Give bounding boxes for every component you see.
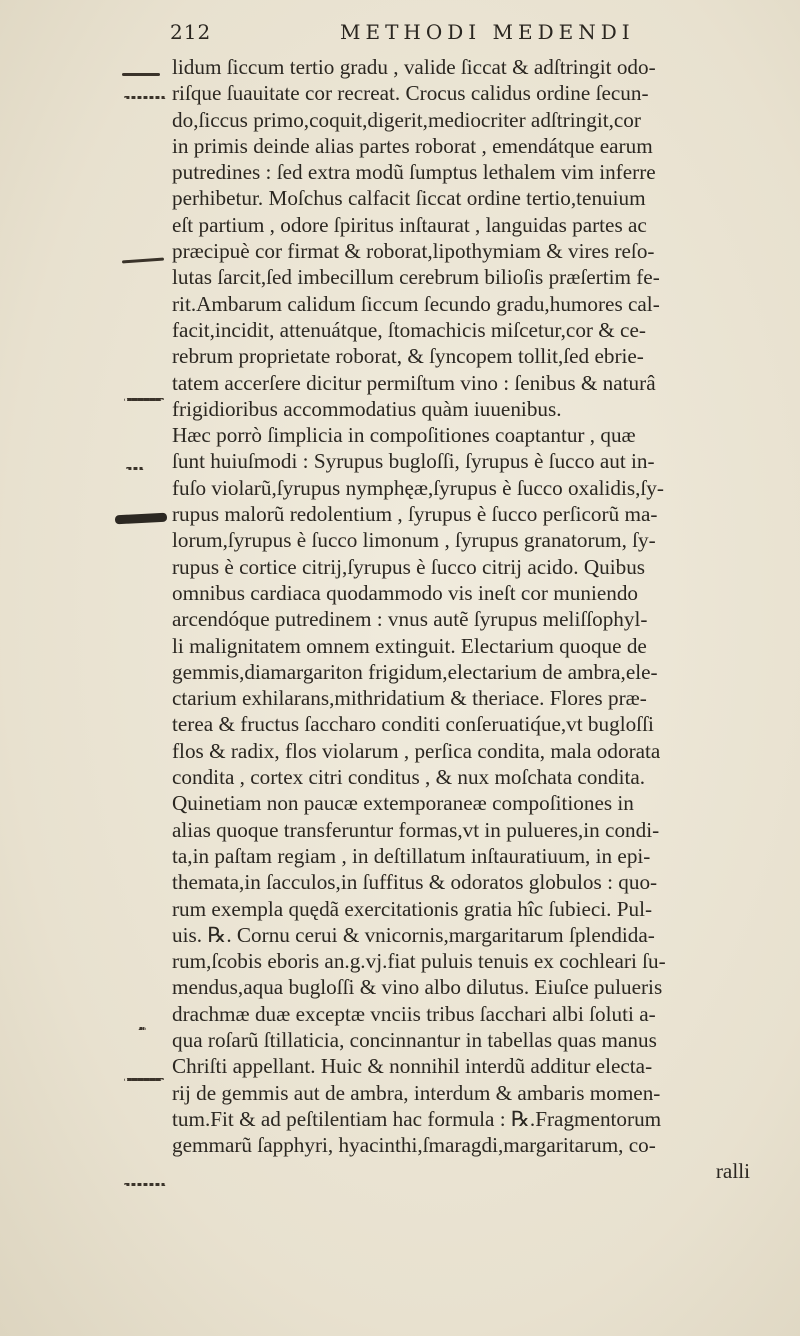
text-line: condita , cortex citri conditus , & nux moſchata condita. <box>172 765 646 790</box>
margin-mark <box>126 467 144 470</box>
text-line: rupus malorũ redolentium , ſyrupus è ſucco perſicorũ ma- <box>172 502 658 527</box>
text-line: facit,incidit, attenuátque, ſtomachicis miſcetur,cor & ce- <box>172 317 646 342</box>
text-line: gemmis,diamargariton frigidum,electarium de ambra,ele- <box>172 659 658 684</box>
text-line: ctarium exhilarans,mithridatium & theriace. Flores præ- <box>172 686 647 711</box>
text-line: lidum ſiccum tertio gradu , valide ſiccat & adſtringit odo- <box>172 55 656 79</box>
running-head: METHODI MEDENDI <box>340 20 635 44</box>
text-line: rupus è cortice citrij,ſyrupus è ſucco citrij acido. Quibus <box>172 554 646 579</box>
text-line: do,ſiccus primo,coquit,digerit,mediocriter adſtringit,cor <box>172 107 641 132</box>
page-number: 212 <box>170 20 212 44</box>
text-line: rum exempla quędã exercitationis gratia hîc ſubieci. Pul- <box>172 896 653 921</box>
text-line: alias quoque transferuntur formas,vt in pulueres,in condi- <box>172 817 660 842</box>
text-line: li malignitatem omnem extinguit. Electarium quoque de <box>172 633 647 658</box>
text-line: drachmæ duæ exceptæ vnciis tribus ſacchari albi ſoluti a- <box>172 1001 656 1026</box>
text-line: rij de gemmis aut de ambra, interdum & ambaris momen- <box>172 1080 661 1105</box>
margin-mark <box>124 1078 164 1081</box>
text-line: rebrum proprietate roborat, & ſyncopem tollit,ſed ebrie- <box>172 344 644 369</box>
margin-mark <box>124 1183 166 1186</box>
text-line: Hæc porrò ſimplicia in compoſitiones coaptantur , quæ <box>172 423 636 448</box>
text-line: putredines : ſed extra modũ ſumptus lethalem vim inferre <box>172 160 656 185</box>
text-line: lorum,ſyrupus è ſucco limonum , ſyrupus granatorum, ſy- <box>172 528 656 553</box>
text-line: rit.Ambarum calidum ſiccum ſecundo gradu,humores cal- <box>172 291 660 316</box>
margin-mark <box>124 398 164 401</box>
text-line: mendus,aqua bugloſſi & vino albo dilutus. Eiuſce pulueris <box>172 975 663 1000</box>
text-line: riſque ſuauitate cor recreat. Crocus calidus ordine ſecun- <box>172 81 649 106</box>
margin-mark <box>122 73 160 76</box>
text-line: præcipuè cor firmat & roborat,lipothymiam & vires reſo- <box>172 239 655 264</box>
text-line: frigidioribus accommodatius quàm iuuenibus. <box>172 396 562 421</box>
text-line: arcendóque putredinem : vnus autẽ ſyrupus meliſſophyl- <box>172 607 648 632</box>
text-line: gemmarũ ſapphyri, hyacinthi,ſmaragdi,margaritarum, co- <box>172 1133 656 1158</box>
text-line: fuſo violarũ,ſyrupus nymphęæ,ſyrupus è ſucco oxalidis,ſy- <box>172 475 664 500</box>
text-line: tum.Fit & ad peſtilentiam hac formula : ℞.Fragmentorum <box>172 1106 662 1131</box>
text-line: omnibus cardiaca quodammodo vis ineſt cor muniendo <box>172 580 639 605</box>
text-line: Chriſti appellant. Huic & nonnihil interdũ additur electa- <box>172 1054 653 1079</box>
text-line: lutas ſarcit,ſed imbecillum cerebrum bilioſis præſertim fe- <box>172 265 660 290</box>
margin-mark <box>122 258 164 264</box>
catchword: ralli <box>715 1159 750 1184</box>
margin-mark <box>138 1027 146 1030</box>
ink-blot <box>115 513 167 525</box>
text-line: rum,ſcobis eboris an.g.vj.fiat puluis tenuis ex cochleari ſu- <box>172 949 666 974</box>
text-line: uis. ℞. Cornu cerui & vnicornis,margaritarum ſplendida- <box>172 922 655 947</box>
text-line: Quinetiam non paucæ extemporaneæ compoſitiones in <box>172 791 634 816</box>
text-line: flos & radix, flos violarum , perſica condita, mala odorata <box>172 738 661 763</box>
text-line: eſt partium , odore ſpiritus inſtaurat , languidas partes ac <box>172 212 647 237</box>
text-line: themata,in ſacculos,in ſuffitus & odoratos globulos : quo- <box>172 870 658 895</box>
text-line: tatem accerſere dicitur permiſtum vino : ſenibus & naturâ <box>172 370 656 395</box>
text-line: perhibetur. Moſchus calfacit ſiccat ordine tertio,tenuium <box>172 186 646 211</box>
body-text <box>172 54 792 1185</box>
page-header <box>170 20 770 50</box>
text-line: ſunt huiuſmodi : Syrupus bugloſſi, ſyrupus è ſucco aut in- <box>172 449 655 474</box>
text-line: ta,in paſtam regiam , in deſtillatum inſtauratiuum, in epi- <box>172 843 651 868</box>
text-line: in primis deinde alias partes roborat , emendátque earum <box>172 133 653 158</box>
text-line: terea & fructus ſaccharo conditi conſeruatiq́ue,vt bugloſſi <box>172 712 654 737</box>
text-line: qua roſarũ ſtillaticia, concinnantur in tabellas quas manus <box>172 1027 657 1052</box>
margin-mark <box>124 96 166 99</box>
